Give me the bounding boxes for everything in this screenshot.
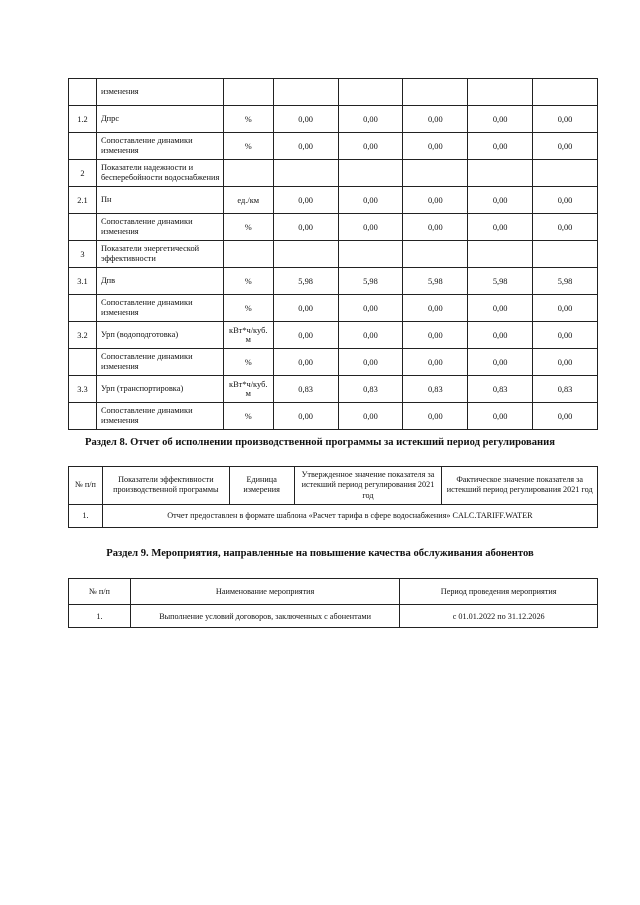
value-cell: 0,00 [468,187,533,214]
row-num [69,349,97,376]
measure-name: Выполнение условий договоров, заключенных с абонентами [130,605,399,628]
value-cell [403,160,468,187]
value-cell: 0,00 [273,214,338,241]
value-cell: 0,00 [403,322,468,349]
table-row [69,214,598,241]
table-row [69,403,598,430]
value-cell: 0,83 [403,376,468,403]
header-indicators: Показатели эффективности производственной программы [102,467,229,505]
table-row [69,295,598,322]
value-cell: 0,83 [468,376,533,403]
indicator-name: Сопоставление динамики изменения [96,295,223,322]
value-cell: 0,00 [403,187,468,214]
value-cell [533,79,598,106]
row-num: 1. [69,605,131,628]
table-row [69,160,598,187]
value-cell: 0,00 [403,214,468,241]
unit: % [223,133,273,160]
row-num: 1. [69,504,103,527]
table-row [69,79,598,106]
indicator-name: Урп (транспортировка) [96,376,223,403]
value-cell: 0,00 [533,187,598,214]
value-cell [468,79,533,106]
unit [223,160,273,187]
table-row [69,349,598,376]
unit: % [223,349,273,376]
value-cell: 0,00 [273,403,338,430]
indicator-name: Показатели надежности и бесперебойности водоснабжения [96,160,223,187]
value-cell [338,79,403,106]
row-num: 3.3 [69,376,97,403]
indicator-name: Урп (водоподготовка) [96,322,223,349]
value-cell: 0,00 [273,295,338,322]
unit: кВт*ч/куб. м [223,376,273,403]
value-cell: 5,98 [338,268,403,295]
section-9-table [68,578,598,628]
table-row [69,106,598,133]
value-cell: 5,98 [468,268,533,295]
unit: % [223,295,273,322]
value-cell: 0,83 [338,376,403,403]
indicator-name: Сопоставление динамики изменения [96,349,223,376]
unit: % [223,403,273,430]
section-9-header-row [69,579,598,605]
section-8-title: Раздел 8. Отчет об исполнении производственной программы за истекший период регулирования [85,437,555,448]
row-num: 2.1 [69,187,97,214]
value-cell: 0,00 [338,349,403,376]
value-cell: 0,00 [533,349,598,376]
value-cell: 0,00 [273,187,338,214]
value-cell: 0,00 [468,295,533,322]
header-num: № п/п [69,579,131,605]
table-row [69,133,598,160]
value-cell [403,79,468,106]
unit: % [223,214,273,241]
indicator-name: Пн [96,187,223,214]
value-cell: 0,00 [338,214,403,241]
value-cell [338,241,403,268]
section-8-header-row [69,467,598,505]
value-cell: 0,00 [533,106,598,133]
table-row [69,322,598,349]
indicators-table [68,78,598,430]
value-cell: 0,00 [403,133,468,160]
indicator-name: Показатели энергетической эффективности [96,241,223,268]
value-cell: 0,00 [403,403,468,430]
value-cell [273,241,338,268]
value-cell [533,241,598,268]
table-row [69,504,598,527]
indicator-name: Сопоставление динамики изменения [96,133,223,160]
value-cell [273,160,338,187]
table-row [69,605,598,628]
value-cell [468,160,533,187]
value-cell: 0,00 [468,349,533,376]
value-cell: 0,00 [403,295,468,322]
value-cell: 0,00 [468,133,533,160]
value-cell: 0,00 [338,403,403,430]
unit: % [223,268,273,295]
value-cell: 0,83 [533,376,598,403]
value-cell: 0,00 [403,106,468,133]
value-cell: 0,00 [468,403,533,430]
value-cell: 0,00 [468,214,533,241]
unit [223,241,273,268]
header-period: Период проведения мероприятия [400,579,598,605]
table-row [69,241,598,268]
value-cell: 0,00 [338,133,403,160]
value-cell: 0,83 [273,376,338,403]
value-cell: 0,00 [338,106,403,133]
value-cell [338,160,403,187]
table-row [69,268,598,295]
header-unit: Единица измерения [229,467,294,505]
row-num [69,79,97,106]
value-cell: 0,00 [533,295,598,322]
value-cell: 0,00 [273,349,338,376]
value-cell: 0,00 [468,322,533,349]
value-cell: 5,98 [533,268,598,295]
indicator-name: Дпрс [96,106,223,133]
value-cell: 0,00 [533,403,598,430]
row-num: 3.2 [69,322,97,349]
row-num: 2 [69,160,97,187]
value-cell [403,241,468,268]
indicators-table-body [69,79,598,430]
value-cell [468,241,533,268]
value-cell: 0,00 [338,295,403,322]
report-note: Отчет предоставлен в формате шаблона «Расчет тарифа в сфере водоснабжения» CALC.TARIFF.WATER [102,504,597,527]
value-cell [533,160,598,187]
table-row [69,376,598,403]
value-cell: 0,00 [338,322,403,349]
value-cell: 0,00 [273,133,338,160]
section-8-table [68,466,598,528]
value-cell [273,79,338,106]
indicator-name: Сопоставление динамики изменения [96,214,223,241]
unit: ед./км [223,187,273,214]
row-num [69,214,97,241]
row-num [69,133,97,160]
unit: кВт*ч/куб. м [223,322,273,349]
value-cell: 0,00 [468,106,533,133]
header-actual: Фактическое значение показателя за истекший период регулирования 2021 год [442,467,598,505]
header-approved: Утвержденное значение показателя за истекший период регулирования 2021 год [294,467,442,505]
row-num: 3 [69,241,97,268]
value-cell: 0,00 [403,349,468,376]
measure-period: с 01.01.2022 по 31.12.2026 [400,605,598,628]
row-num [69,403,97,430]
unit: % [223,106,273,133]
indicator-name: Дпв [96,268,223,295]
value-cell: 0,00 [533,214,598,241]
section-9-title: Раздел 9. Мероприятия, направленные на повышение качества обслуживания абонентов [106,548,534,559]
row-num: 1.2 [69,106,97,133]
value-cell: 5,98 [273,268,338,295]
value-cell: 0,00 [533,133,598,160]
header-measure-name: Наименование мероприятия [130,579,399,605]
header-num: № п/п [69,467,103,505]
value-cell: 5,98 [403,268,468,295]
indicator-name: изменения [96,79,223,106]
value-cell: 0,00 [338,187,403,214]
value-cell: 0,00 [273,322,338,349]
row-num: 3.1 [69,268,97,295]
unit [223,79,273,106]
row-num [69,295,97,322]
value-cell: 0,00 [273,106,338,133]
value-cell: 0,00 [533,322,598,349]
table-row [69,187,598,214]
indicator-name: Сопоставление динамики изменения [96,403,223,430]
